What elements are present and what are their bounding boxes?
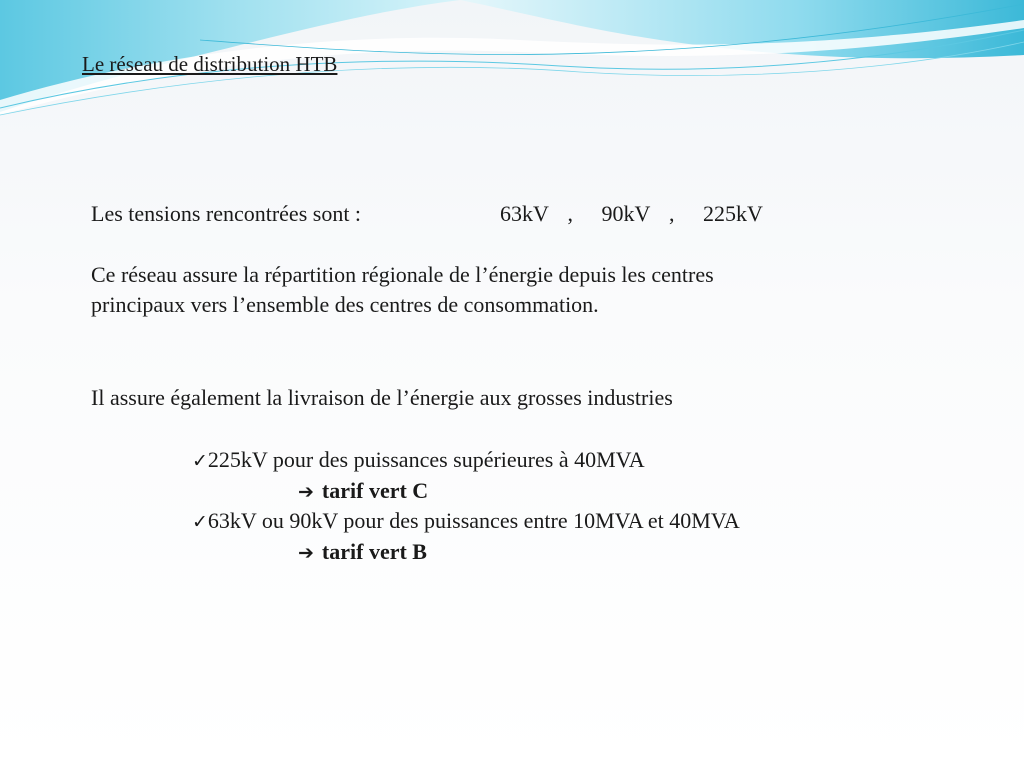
repartition-paragraph <box>91 260 714 320</box>
bullet-text: 225kV pour des puissances supérieures à 40MVA <box>207 447 645 472</box>
arrow-right-icon: ➔ <box>298 542 314 564</box>
tarif-label: tarif vert C <box>321 478 429 503</box>
slide-title: Le réseau de distribution HTB <box>82 52 338 76</box>
tensions-values: 63kV , 90kV , 225kV <box>500 201 763 226</box>
checkmark-icon: ✓ <box>192 511 208 533</box>
livraison-paragraph: Il assure également la livraison de l’énergie aux grosses industries <box>91 385 673 410</box>
arrow-right-icon: ➔ <box>298 481 314 503</box>
tarif-vert-c <box>298 476 428 507</box>
checkmark-icon: ✓ <box>192 450 208 472</box>
tarif-vert-b <box>298 537 427 568</box>
tarif-label: tarif vert B <box>321 539 427 564</box>
tensions-label: Les tensions rencontrées sont : <box>91 201 362 226</box>
repartition-line-2: principaux vers l’ensemble des centres de consommation. <box>91 292 599 317</box>
bullet-63-90kv <box>192 506 740 537</box>
repartition-line-1: Ce réseau assure la répartition régionale de l’énergie depuis les centres <box>91 262 714 287</box>
bullet-225kv <box>192 445 645 476</box>
bullet-text: 63kV ou 90kV pour des puissances entre 10MVA et 40MVA <box>207 508 740 533</box>
